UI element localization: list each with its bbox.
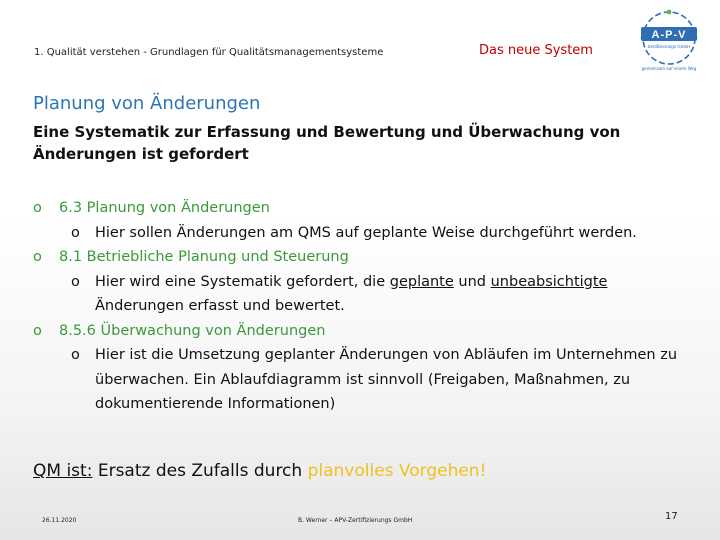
tagline — [33, 461, 486, 481]
underlined-word: unbeabsichtigte — [490, 273, 608, 290]
bullet-item — [33, 245, 693, 270]
bullet-list — [33, 196, 693, 417]
sub-bullet-text: Hier ist die Umsetzung geplanter Änderungen von Abläufen im Unternehmen zu überwachen. Ein Ablaufdiagramm ist sinnvoll (Freigaben, Maßnahmen, zu dokumentierende Informationen) — [95, 347, 678, 412]
slide-title: Planung von Änderungen — [33, 93, 261, 114]
slide-subtitle: Eine Systematik zur Erfassung und Bewertung und Überwachung von Änderungen ist gefordert — [33, 123, 621, 163]
bullet-label: 8.5.6 Überwachung von Änderungen — [59, 322, 326, 339]
sub-bullet-item — [33, 343, 693, 417]
bullet-item — [33, 196, 693, 221]
sub-bullet-text: Hier sollen Änderungen am QMS auf geplante Weise durchgeführt werden. — [95, 224, 637, 241]
bullet-label: 8.1 Betriebliche Planung und Steuerung — [59, 249, 349, 265]
header-title: Das neue System — [479, 43, 593, 58]
logo-tagline: gemeinsam auf einem Weg — [641, 66, 697, 71]
page-number: 17 — [665, 511, 678, 522]
sub-bullet-marker: o — [71, 224, 80, 241]
underlined-word: geplante — [389, 273, 454, 290]
sub-bullet-marker: o — [71, 347, 80, 363]
bullet-item — [33, 319, 693, 344]
sub-bullet-item — [33, 270, 693, 319]
tagline-middle: Ersatz des Zufalls durch — [92, 461, 308, 481]
sub-bullet-text: Hier wird eine Systematik gefordert, die geplante und unbeabsichtigte Änderungen erfasst und bewertet. — [95, 273, 608, 314]
sub-bullet-marker: o — [71, 273, 80, 290]
bullet-label: 6.3 Planung von Änderungen — [59, 200, 270, 216]
breadcrumb: 1. Qualität verstehen - Grundlagen für Qualitätsmanagementsysteme — [34, 47, 384, 58]
company-logo — [628, 8, 710, 76]
logo-text: A-P-V — [651, 29, 687, 41]
tagline-highlight: planvolles Vorgehen! — [307, 461, 487, 481]
logo-subtitle: Zertifizierungs GmbH — [647, 44, 691, 49]
bullet-marker: o — [33, 322, 42, 339]
footer-author: B. Werner – APV-Zertifizierungs GmbH — [298, 517, 413, 524]
footer-date: 26.11.2020 — [42, 517, 77, 524]
sub-bullet-item — [33, 221, 693, 246]
bullet-marker: o — [33, 200, 42, 216]
bullet-marker: o — [33, 249, 42, 265]
tagline-prefix: QM ist: — [33, 461, 93, 481]
